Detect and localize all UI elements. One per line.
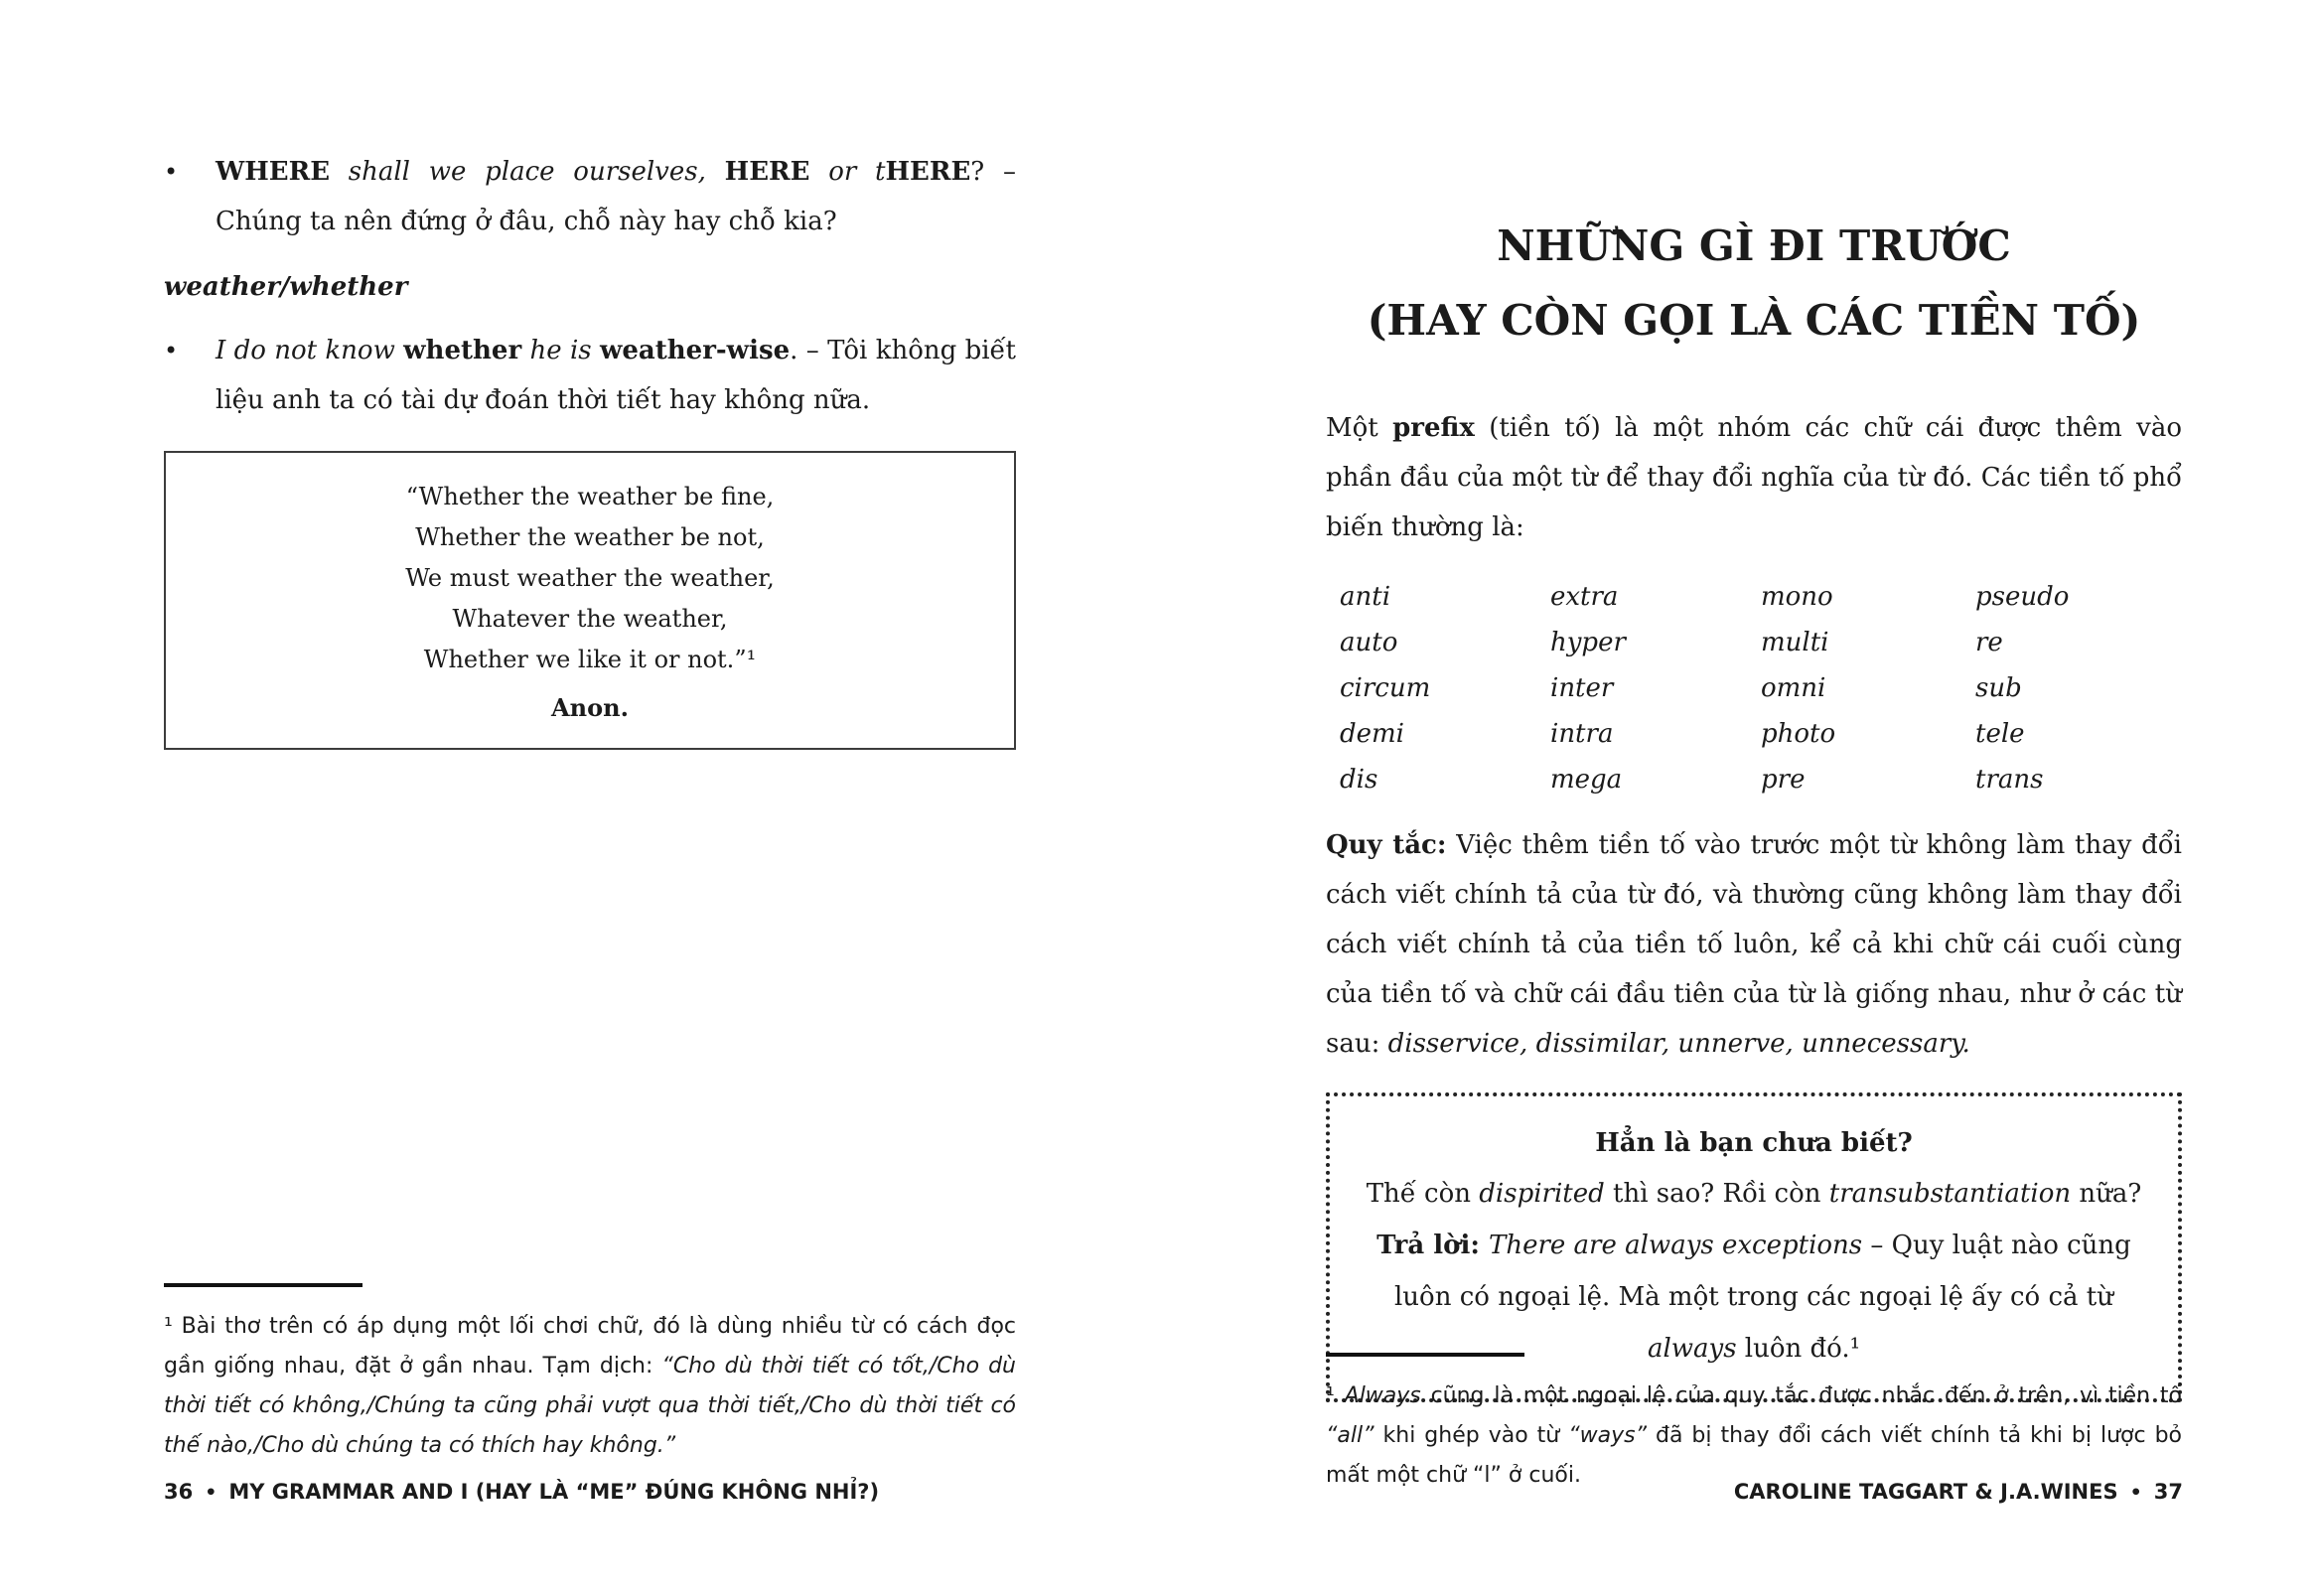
text-segment: I do not know xyxy=(216,336,404,365)
poem-box xyxy=(164,451,1016,750)
bullet-text xyxy=(216,147,1016,246)
text-segment: he is xyxy=(521,336,600,365)
left-page xyxy=(164,147,1016,750)
prefix-item: demi xyxy=(1340,719,1404,749)
text-segment: prefix xyxy=(1392,413,1475,443)
bullet-item-whether xyxy=(164,326,1016,425)
text-segment: There are always exceptions xyxy=(1488,1231,1863,1260)
chapter-title-line2: (HAY CÒN GỌI LÀ CÁC TIỀN TỐ) xyxy=(1367,296,2141,345)
prefix-item: auto xyxy=(1340,628,1398,657)
bullet-marker: • xyxy=(164,337,179,364)
intro-paragraph xyxy=(1326,403,2182,552)
prefix-list xyxy=(1326,574,2182,802)
right-footnote xyxy=(1326,1353,2182,1496)
poem-line: “Whether the weather be fine, xyxy=(405,483,775,510)
prefix-item: multi xyxy=(1761,628,1829,657)
text-segment: transubstantiation xyxy=(1828,1179,2072,1209)
section-heading-weather-whether: weather/whether xyxy=(164,272,408,302)
prefix-item: extra xyxy=(1550,582,1619,612)
text-segment: . – Tôi không biết liệu anh ta có tài dự đoán thời tiết hay không nữa. xyxy=(216,336,1016,415)
text-segment: shall we place ourselves, xyxy=(330,157,725,187)
poem-line: Whatever the weather, xyxy=(452,605,728,633)
prefix-item: inter xyxy=(1550,673,1614,703)
info-box-question xyxy=(1364,1168,2144,1220)
bullet-marker: • xyxy=(164,158,179,186)
right-page-footer xyxy=(1734,1477,2183,1508)
text-segment: Quy tắc: xyxy=(1326,830,1447,860)
text-segment: “ways” xyxy=(1568,1423,1647,1448)
text-segment: or t xyxy=(809,157,886,187)
footnote-divider xyxy=(164,1283,362,1287)
left-footnote xyxy=(164,1283,1016,1466)
poem-attribution: Anon. xyxy=(551,693,629,722)
prefix-item: photo xyxy=(1761,719,1836,749)
text-segment: Một xyxy=(1326,413,1393,443)
prefix-item: pseudo xyxy=(1975,582,2070,612)
text-segment: đã bị thay đổi cách viết chính tả khi bị lược bỏ mất một chữ “l” ở cuối. xyxy=(1326,1423,2182,1488)
prefix-item: mono xyxy=(1761,582,1833,612)
text-segment: Trả lời: xyxy=(1376,1231,1489,1260)
info-box-heading: Hẳn là bạn chưa biết? xyxy=(1595,1128,1913,1158)
text-segment: disservice, dissimilar, unnerve, unnecessary. xyxy=(1387,1029,1970,1059)
prefix-item: circum xyxy=(1340,673,1431,703)
text-segment: whether xyxy=(403,336,522,365)
chapter-title-line1: NHỮNG GÌ ĐI TRƯỚC xyxy=(1497,221,2011,270)
rule-paragraph xyxy=(1326,820,2182,1069)
poem-line: Whether the weather be not, xyxy=(415,523,765,551)
prefix-item: intra xyxy=(1550,719,1614,749)
text-segment: (tiền tố) là một nhóm các chữ cái được thêm vào phần đầu của một từ để thay đổi nghĩa của từ đó. Các tiền tố phổ biến thường là: xyxy=(1326,413,2182,542)
text-segment: Việc thêm tiền tố vào trước một từ không làm thay đổi cách viết chính tả của từ đó, và thường cũng không làm thay đổi cách viết chính tả của tiền tố luôn, kể cả khi chữ cái cuối cùng của tiền tố và chữ cái đầu tiên của từ là giống nhau, như ở các từ sau: xyxy=(1326,830,2182,1059)
right-page xyxy=(1326,209,2182,1402)
bullet-text xyxy=(216,326,1016,425)
text-segment: HERE xyxy=(724,157,810,187)
left-page-footer xyxy=(164,1477,879,1508)
page-number: 36 xyxy=(164,1480,194,1504)
bullet-item-where-here xyxy=(164,147,1016,246)
prefix-item: trans xyxy=(1975,765,2044,795)
prefix-item: hyper xyxy=(1550,628,1626,657)
text-segment: nữa? xyxy=(2071,1179,2142,1209)
running-authors: CAROLINE TAGGART & J.A.WINES xyxy=(1733,1480,2118,1504)
text-segment: “Cho dù thời tiết có tốt,/Cho dù thời tiết có không,/Chúng ta cũng phải vượt qua thời tiết,/Cho dù thời tiết có thế nào,/Cho dù chúng ta có thích hay không.” xyxy=(164,1354,1016,1458)
prefix-item: tele xyxy=(1975,719,2025,749)
chapter-title xyxy=(1326,209,2182,358)
text-segment: WHERE xyxy=(216,157,331,187)
footer-separator-icon: • xyxy=(205,1482,217,1504)
text-segment: luôn đó.¹ xyxy=(1736,1334,1861,1364)
prefix-item: anti xyxy=(1340,582,1391,612)
text-segment: always xyxy=(1647,1334,1737,1364)
text-segment: weather-wise xyxy=(599,336,791,365)
prefix-item: omni xyxy=(1761,673,1826,703)
text-segment: Always xyxy=(1344,1383,1421,1408)
text-segment: khi ghép vào từ xyxy=(1374,1423,1569,1448)
text-segment: ? – Chúng ta nên đứng ở đâu, chỗ này hay chỗ kia? xyxy=(216,157,1016,236)
text-segment: cũng là một ngoại lệ của quy tắc được nhắc đến ở trên, vì tiền tố xyxy=(1420,1383,2183,1408)
prefix-item: mega xyxy=(1550,765,1623,795)
info-box-answer xyxy=(1364,1220,2144,1375)
text-segment: ¹ Bài thơ trên có áp dụng một lối chơi chữ, đó là dùng nhiều từ có cách đọc gần giống nhau, đặt ở gần nhau. Tạm dịch: xyxy=(164,1314,1016,1378)
text-segment: ¹ xyxy=(1326,1383,1345,1408)
text-segment: thì sao? Rồi còn xyxy=(1604,1179,1829,1209)
prefix-item: sub xyxy=(1975,673,2022,703)
prefix-item: dis xyxy=(1340,765,1378,795)
text-segment: “all” xyxy=(1326,1423,1375,1448)
footnote-divider xyxy=(1326,1353,1524,1357)
footer-separator-icon: • xyxy=(2129,1482,2142,1504)
prefix-item: pre xyxy=(1761,765,1806,795)
text-segment: Thế còn xyxy=(1366,1179,1480,1209)
text-segment: HERE xyxy=(885,157,971,187)
poem-line: Whether we like it or not.”¹ xyxy=(423,646,757,673)
page-number: 37 xyxy=(2153,1480,2183,1504)
running-title: MY GRAMMAR AND I (HAY LÀ “ME” ĐÚNG KHÔNG NHỈ?) xyxy=(228,1480,880,1504)
prefix-item: re xyxy=(1975,628,2003,657)
text-segment: dispirited xyxy=(1479,1179,1605,1209)
footnote-text xyxy=(164,1307,1016,1466)
poem-line: We must weather the weather, xyxy=(405,564,775,592)
text-segment: – Quy luật nào cũng luôn có ngoại lệ. Mà một trong các ngoại lệ ấy có cả từ xyxy=(1393,1231,2131,1312)
